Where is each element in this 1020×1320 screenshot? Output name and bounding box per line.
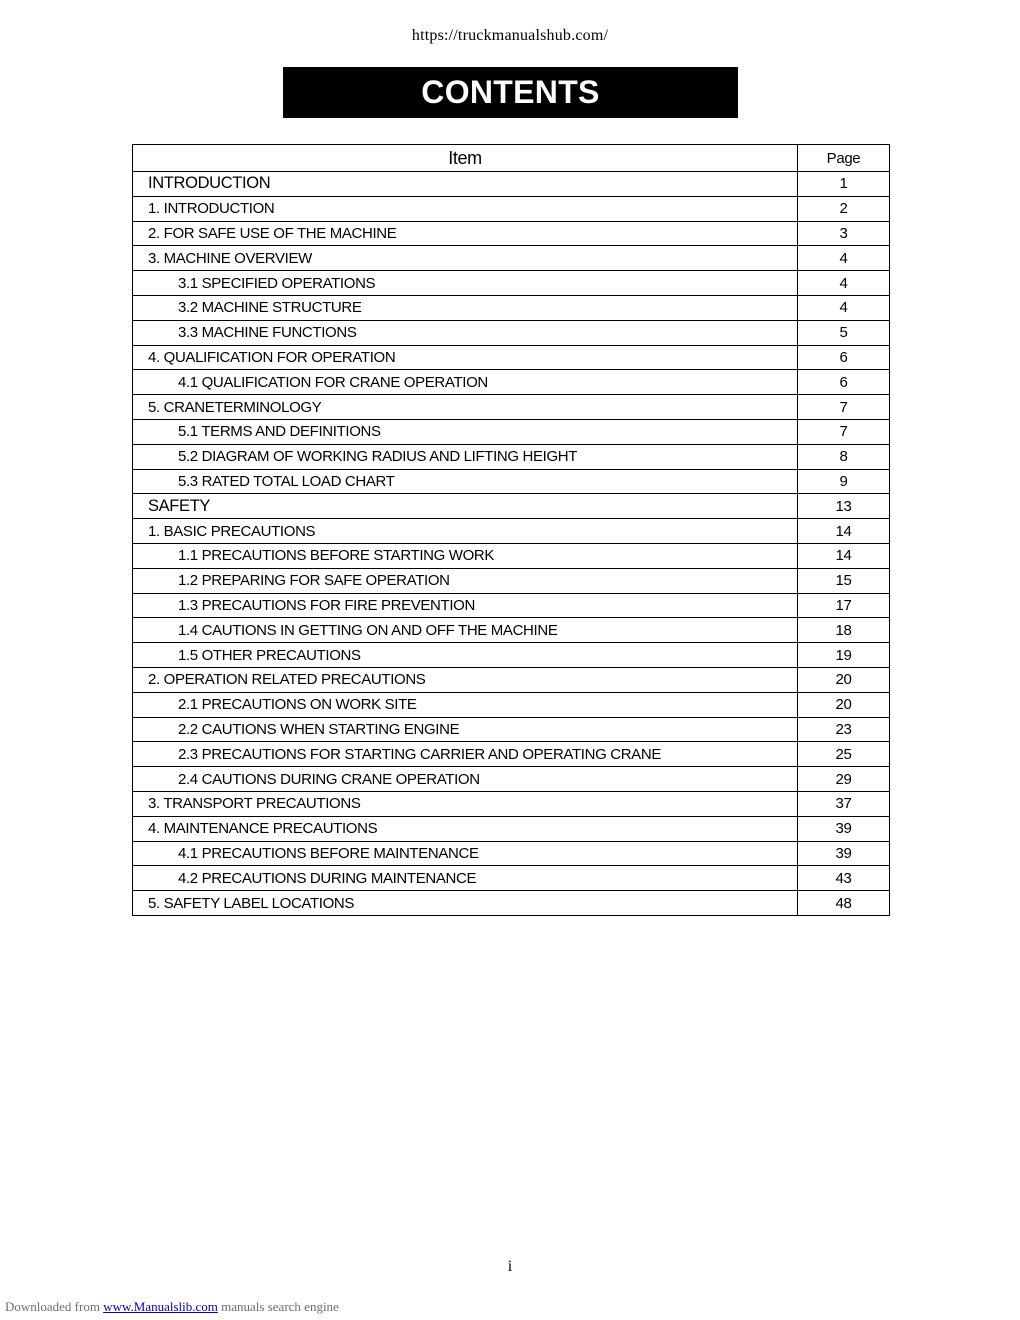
toc-entry-title: SAFETY xyxy=(133,494,798,519)
toc-entry-title: 4.1 QUALIFICATION FOR CRANE OPERATION xyxy=(133,370,798,395)
toc-entry-title: 3.1 SPECIFIED OPERATIONS xyxy=(133,271,798,296)
toc-entry-page: 29 xyxy=(798,767,890,792)
toc-entry-page: 39 xyxy=(798,816,890,841)
toc-entry-page: 3 xyxy=(798,221,890,246)
toc-entry-title: 2. OPERATION RELATED PRECAUTIONS xyxy=(133,667,798,692)
toc-entry-page: 18 xyxy=(798,618,890,643)
table-row xyxy=(133,742,890,767)
table-row xyxy=(133,643,890,668)
toc-entry-title: 5.3 RATED TOTAL LOAD CHART xyxy=(133,469,798,494)
toc-entry-page: 8 xyxy=(798,444,890,469)
table-row xyxy=(133,891,890,916)
table-row xyxy=(133,593,890,618)
table-header-row xyxy=(133,145,890,172)
toc-entry-title: 5.2 DIAGRAM OF WORKING RADIUS AND LIFTING HEIGHT xyxy=(133,444,798,469)
table-row xyxy=(133,494,890,519)
table-row xyxy=(133,667,890,692)
site-url: https://truckmanualshub.com/ xyxy=(411,27,609,44)
toc-entry-page: 9 xyxy=(798,469,890,494)
table-row xyxy=(133,395,890,420)
toc-entry-page: 4 xyxy=(798,295,890,320)
toc-entry-title: 1.4 CAUTIONS IN GETTING ON AND OFF THE MACHINE xyxy=(133,618,798,643)
table-row xyxy=(133,816,890,841)
toc-entry-title: 4.1 PRECAUTIONS BEFORE MAINTENANCE xyxy=(133,841,798,866)
toc-entry-title: 4.2 PRECAUTIONS DURING MAINTENANCE xyxy=(133,866,798,891)
page-number: i xyxy=(507,1258,513,1275)
column-header-page: Page xyxy=(798,145,890,172)
toc-entry-page: 15 xyxy=(798,568,890,593)
table-row xyxy=(133,767,890,792)
table-row xyxy=(133,717,890,742)
table-row xyxy=(133,221,890,246)
toc-entry-title: 3. MACHINE OVERVIEW xyxy=(133,246,798,271)
toc-entry-page: 14 xyxy=(798,543,890,568)
toc-entry-page: 6 xyxy=(798,370,890,395)
table-row xyxy=(133,791,890,816)
table-row xyxy=(133,519,890,544)
table-row xyxy=(133,419,890,444)
toc-entry-page: 14 xyxy=(798,519,890,544)
toc-entry-title: INTRODUCTION xyxy=(133,172,798,197)
page-title: CONTENTS xyxy=(283,67,738,118)
table-row xyxy=(133,866,890,891)
toc-entry-title: 1. INTRODUCTION xyxy=(133,196,798,221)
toc-entry-title: 5. CRANETERMINOLOGY xyxy=(133,395,798,420)
table-row xyxy=(133,345,890,370)
table-row xyxy=(133,618,890,643)
toc-entry-title: 4. MAINTENANCE PRECAUTIONS xyxy=(133,816,798,841)
toc-entry-page: 39 xyxy=(798,841,890,866)
column-header-item: Item xyxy=(133,145,798,172)
toc-entry-page: 1 xyxy=(798,172,890,197)
toc-entry-page: 6 xyxy=(798,345,890,370)
toc-entry-title: 2.3 PRECAUTIONS FOR STARTING CARRIER AND OPERATING CRANE xyxy=(133,742,798,767)
toc-entry-title: 1.3 PRECAUTIONS FOR FIRE PREVENTION xyxy=(133,593,798,618)
table-row xyxy=(133,568,890,593)
footer-suffix: manuals search engine xyxy=(217,1299,339,1314)
toc-entry-page: 20 xyxy=(798,667,890,692)
table-row xyxy=(133,444,890,469)
table-row xyxy=(133,370,890,395)
table-row xyxy=(133,543,890,568)
footer-prefix: Downloaded from xyxy=(5,1299,104,1314)
table-row xyxy=(133,469,890,494)
toc-entry-page: 37 xyxy=(798,791,890,816)
table-row xyxy=(133,271,890,296)
table-row xyxy=(133,841,890,866)
toc-entry-page: 48 xyxy=(798,891,890,916)
toc-entry-title: 1.1 PRECAUTIONS BEFORE STARTING WORK xyxy=(133,543,798,568)
toc-entry-title: 4. QUALIFICATION FOR OPERATION xyxy=(133,345,798,370)
toc-entry-page: 4 xyxy=(798,271,890,296)
toc-entry-page: 23 xyxy=(798,717,890,742)
toc-entry-title: 1. BASIC PRECAUTIONS xyxy=(133,519,798,544)
toc-entry-title: 3. TRANSPORT PRECAUTIONS xyxy=(133,791,798,816)
toc-entry-page: 7 xyxy=(798,395,890,420)
toc-entry-title: 1.2 PREPARING FOR SAFE OPERATION xyxy=(133,568,798,593)
toc-entry-title: 5. SAFETY LABEL LOCATIONS xyxy=(133,891,798,916)
toc-entry-page: 13 xyxy=(798,494,890,519)
toc-entry-title: 2.2 CAUTIONS WHEN STARTING ENGINE xyxy=(133,717,798,742)
toc-entry-title: 1.5 OTHER PRECAUTIONS xyxy=(133,643,798,668)
toc-entry-page: 2 xyxy=(798,196,890,221)
download-footer xyxy=(5,1299,339,1315)
toc-entry-page: 5 xyxy=(798,320,890,345)
toc-entry-title: 2.4 CAUTIONS DURING CRANE OPERATION xyxy=(133,767,798,792)
toc-entry-title: 2. FOR SAFE USE OF THE MACHINE xyxy=(133,221,798,246)
toc-entry-page: 4 xyxy=(798,246,890,271)
toc-entry-title: 2.1 PRECAUTIONS ON WORK SITE xyxy=(133,692,798,717)
toc-entry-page: 19 xyxy=(798,643,890,668)
toc-entry-title: 3.3 MACHINE FUNCTIONS xyxy=(133,320,798,345)
contents-table-body xyxy=(133,172,890,916)
table-row xyxy=(133,692,890,717)
toc-entry-page: 20 xyxy=(798,692,890,717)
toc-entry-page: 7 xyxy=(798,419,890,444)
contents-table xyxy=(132,144,890,916)
table-row xyxy=(133,196,890,221)
table-row xyxy=(133,246,890,271)
toc-entry-title: 5.1 TERMS AND DEFINITIONS xyxy=(133,419,798,444)
table-row xyxy=(133,320,890,345)
toc-entry-title: 3.2 MACHINE STRUCTURE xyxy=(133,295,798,320)
manualslib-link[interactable]: www.Manualslib.com xyxy=(103,1299,218,1314)
table-row xyxy=(133,295,890,320)
toc-entry-page: 25 xyxy=(798,742,890,767)
toc-entry-page: 17 xyxy=(798,593,890,618)
toc-entry-page: 43 xyxy=(798,866,890,891)
table-row xyxy=(133,172,890,197)
